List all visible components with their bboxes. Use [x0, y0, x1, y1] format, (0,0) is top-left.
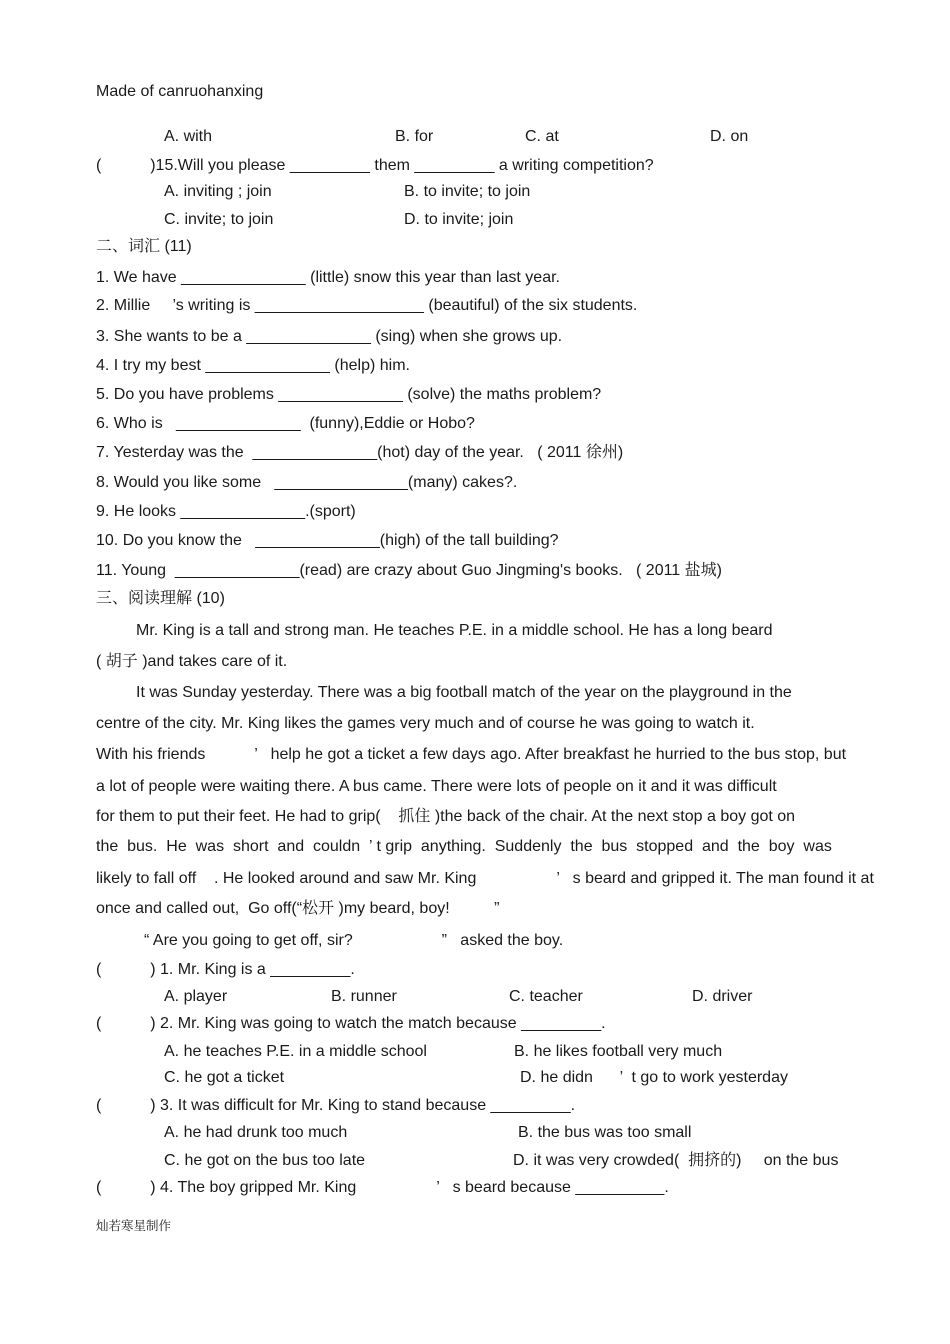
- passage-line-5: With his friends ’ help he got a ticket a few days ago. After breakfast he hurried to the bus stop, but: [96, 746, 847, 763]
- passage-line-6: a lot of people were waiting there. A bus came. There were lots of people on it and it was difficult: [96, 778, 777, 795]
- vocab-item-11: 11. Young ______________(read) are crazy about Guo Jingming's books. ( 2011 盐城): [96, 562, 722, 579]
- vocab-item-6: 6. Who is ______________ (funny),Eddie or Hobo?: [96, 415, 475, 432]
- q15-option-d: D. to invite; join: [404, 211, 514, 228]
- rq3-stem: ( ) 3. It was difficult for Mr. King to stand because _________.: [96, 1097, 576, 1114]
- rq2-option-d: D. he didn ’ t go to work yesterday: [520, 1069, 788, 1086]
- passage-line-3: It was Sunday yesterday. There was a big football match of the year on the playground in the: [136, 684, 792, 701]
- vocab-item-1: 1. We have ______________ (little) snow this year than last year.: [96, 269, 560, 286]
- rq3-option-a: A. he had drunk too much: [164, 1124, 348, 1141]
- q15-stem: ( )15.Will you please _________ them _________ a writing competition?: [96, 157, 654, 174]
- passage-line-4: centre of the city. Mr. King likes the games very much and of course he was going to watch it.: [96, 715, 755, 732]
- q14-option-a: A. with: [164, 128, 213, 145]
- rq1-option-c: C. teacher: [509, 988, 583, 1005]
- rq3-option-d: D. it was very crowded( 拥挤的) on the bus: [513, 1152, 839, 1169]
- passage-line-10: once and called out, Go off(“松开 )my beard, boy! ”: [96, 900, 500, 917]
- vocab-item-3: 3. She wants to be a ______________ (sing) when she grows up.: [96, 328, 563, 345]
- passage-line-7: for them to put their feet. He had to grip( 抓住 )the back of the chair. At the next stop a boy got on: [96, 808, 796, 825]
- passage-line-11: “ Are you going to get off, sir? ” asked the boy.: [144, 932, 564, 949]
- page-footer: 灿若寒星制作: [96, 1219, 172, 1233]
- vocab-heading: 二、词汇 (11): [96, 238, 192, 255]
- passage-line-2: ( 胡子 )and takes care of it.: [96, 653, 288, 670]
- vocab-item-5: 5. Do you have problems ______________ (solve) the maths problem?: [96, 386, 602, 403]
- passage-line-1: Mr. King is a tall and strong man. He teaches P.E. in a middle school. He has a long beard: [136, 622, 773, 639]
- q14-option-d: D. on: [710, 128, 749, 145]
- rq1-option-a: A. player: [164, 988, 228, 1005]
- vocab-item-2: 2. Millie ’s writing is ___________________ (beautiful) of the six students.: [96, 297, 638, 314]
- vocab-item-10: 10. Do you know the ______________(high) of the tall building?: [96, 532, 559, 549]
- vocab-item-9: 9. He looks ______________.(sport): [96, 503, 356, 520]
- rq4-stem: ( ) 4. The boy gripped Mr. King ’ s beard because __________.: [96, 1179, 669, 1196]
- q15-option-c: C. invite; to join: [164, 211, 274, 228]
- rq1-option-b: B. runner: [331, 988, 397, 1005]
- page-header: Made of canruohanxing: [96, 83, 264, 100]
- vocab-item-7: 7. Yesterday was the ______________(hot) day of the year. ( 2011 徐州): [96, 444, 624, 461]
- passage-line-8: the bus. He was short and couldn ’ t grip anything. Suddenly the bus stopped and the boy was: [96, 838, 832, 855]
- rq1-stem: ( ) 1. Mr. King is a _________.: [96, 961, 355, 978]
- passage-line-9: likely to fall off . He looked around and saw Mr. King ’ s beard and gripped it. The man found it at: [96, 870, 874, 887]
- rq1-option-d: D. driver: [692, 988, 753, 1005]
- rq2-stem: ( ) 2. Mr. King was going to watch the match because _________.: [96, 1015, 606, 1032]
- q14-option-b: B. for: [395, 128, 434, 145]
- q15-option-b: B. to invite; to join: [404, 183, 531, 200]
- rq3-option-b: B. the bus was too small: [518, 1124, 692, 1141]
- reading-heading: 三、阅读理解 (10): [96, 590, 225, 607]
- vocab-item-8: 8. Would you like some _______________(many) cakes?.: [96, 474, 518, 491]
- rq2-option-b: B. he likes football very much: [514, 1043, 723, 1060]
- vocab-item-4: 4. I try my best ______________ (help) him.: [96, 357, 410, 374]
- rq3-option-c: C. he got on the bus too late: [164, 1152, 366, 1169]
- rq2-option-a: A. he teaches P.E. in a middle school: [164, 1043, 427, 1060]
- rq2-option-c: C. he got a ticket: [164, 1069, 285, 1086]
- q15-option-a: A. inviting ; join: [164, 183, 272, 200]
- q14-option-c: C. at: [525, 128, 559, 145]
